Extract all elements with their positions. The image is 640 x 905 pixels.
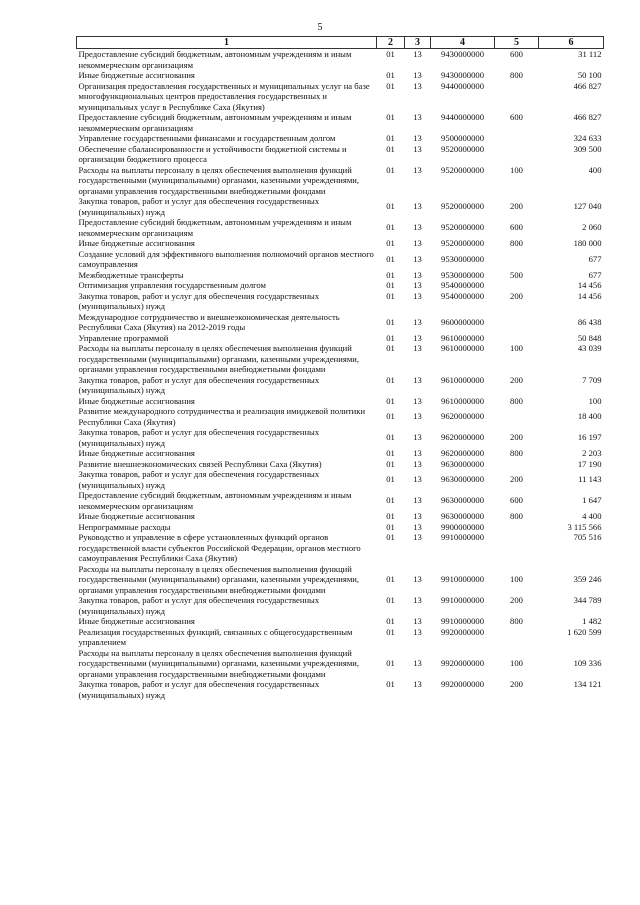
row-amount-cell: 18 400 [577, 411, 602, 422]
row-amount-cell: 109 336 [573, 658, 602, 668]
table-row [77, 459, 604, 470]
column-header-4: 4 [431, 37, 495, 49]
row-name-cell: Развитие внешнеэкономических связей Республики Саха (Якутия) [78, 458, 322, 469]
row-code-2-cell: 01 [386, 222, 395, 233]
table-row [77, 144, 604, 165]
row-code-3-cell: 13 [413, 253, 422, 264]
row-code-2-cell: 01 [386, 164, 395, 175]
row-code-2-cell: 01 [386, 511, 395, 521]
row-code-4-cell: 9910000000 [441, 574, 484, 584]
row-amount-cell: 16 197 [577, 432, 602, 443]
row-code-4-cell: 9920000000 [441, 626, 484, 637]
row-amount-cell: 2 203 [582, 448, 602, 458]
table-body [77, 49, 604, 701]
row-code-5-cell: 200 [510, 374, 523, 385]
row-code-3-cell: 13 [413, 238, 422, 248]
row-amount-cell: 43 039 [577, 343, 602, 353]
row-code-3-cell: 13 [413, 595, 422, 605]
row-code-5-cell: 800 [510, 616, 523, 626]
table-row [77, 522, 604, 533]
row-code-3-cell: 13 [413, 532, 422, 542]
row-code-4-cell: 9440000000 [441, 80, 484, 91]
row-name-cell: Руководство и управление в сфере установленных функций органов государственной власти субъектов Российской Федерации, органов местного самоуправления Республики Саха (Якутия) [78, 532, 361, 563]
row-code-2-cell: 01 [386, 474, 395, 485]
row-amount-cell: 1 482 [582, 616, 602, 626]
row-code-5-cell: 100 [510, 343, 523, 353]
table-row [77, 81, 604, 113]
row-code-5-cell: 600 [510, 495, 523, 506]
row-amount-cell: 11 143 [578, 474, 602, 485]
table-row [77, 165, 604, 197]
row-code-4-cell: 9530000000 [441, 253, 484, 264]
row-code-5-cell: 200 [510, 290, 523, 301]
row-amount-cell: 17 190 [577, 458, 602, 469]
row-code-3-cell: 13 [413, 332, 422, 343]
row-code-2-cell: 01 [386, 532, 395, 542]
table-row [77, 217, 604, 238]
row-code-3-cell: 13 [413, 290, 422, 301]
row-amount-cell: 466 827 [573, 80, 602, 91]
table-row [77, 564, 604, 596]
row-name-cell: Иные бюджетные ассигнования [78, 448, 195, 458]
row-code-2-cell: 01 [386, 316, 395, 327]
row-amount-cell: 466 827 [573, 112, 602, 122]
row-code-4-cell: 9620000000 [441, 432, 484, 443]
row-code-2-cell: 01 [386, 374, 395, 385]
row-name-cell: Иные бюджетные ассигнования [78, 238, 195, 248]
row-code-3-cell: 13 [413, 112, 422, 122]
row-code-5-cell: 100 [510, 164, 523, 175]
table-row [77, 375, 604, 396]
row-code-4-cell: 9910000000 [441, 616, 484, 626]
row-name-cell: Реализация государственных функций, связанных с общегосударственным управлением [78, 626, 353, 647]
table-row [77, 427, 604, 448]
row-code-3-cell: 13 [413, 222, 422, 233]
row-name-cell: Предоставление субсидий бюджетным, автономным учреждениям и иным некоммерческим организациям [78, 490, 352, 511]
row-code-3-cell: 13 [413, 49, 422, 59]
row-amount-cell: 1 620 599 [567, 626, 602, 637]
row-code-4-cell: 9630000000 [441, 495, 484, 506]
row-amount-cell: 100 [588, 395, 602, 406]
row-code-4-cell: 9630000000 [441, 458, 484, 469]
row-code-2-cell: 01 [386, 679, 395, 689]
row-code-2-cell: 01 [386, 411, 395, 422]
row-amount-cell: 134 121 [573, 679, 602, 689]
row-code-5-cell [495, 312, 539, 333]
row-code-4-cell: 9920000000 [441, 679, 484, 689]
table-row [77, 511, 604, 522]
row-amount-cell: 400 [588, 164, 602, 175]
row-code-5-cell: 800 [510, 238, 523, 248]
row-amount-cell: 705 516 [573, 532, 602, 542]
row-amount-cell: 127 040 [573, 201, 602, 212]
row-name-cell: Создание условий для эффективного выполнения полномочий органов местного самоуправления [78, 248, 374, 269]
row-code-3-cell: 13 [413, 495, 422, 506]
table-row [77, 312, 604, 333]
row-code-3-cell: 13 [413, 143, 422, 154]
row-code-4-cell: 9520000000 [441, 201, 484, 212]
row-code-5-cell [495, 532, 539, 564]
table-row [77, 595, 604, 616]
row-code-4-cell: 9520000000 [441, 143, 484, 154]
table-row [77, 133, 604, 144]
row-name-cell: Межбюджетные трансферты [78, 269, 184, 280]
row-code-5-cell [495, 133, 539, 144]
row-code-4-cell: 9620000000 [441, 411, 484, 422]
table-row [77, 396, 604, 407]
row-code-4-cell: 9630000000 [441, 474, 484, 485]
row-code-2-cell: 01 [386, 280, 395, 290]
row-code-2-cell: 01 [386, 658, 395, 668]
row-code-4-cell: 9910000000 [441, 532, 484, 542]
row-code-3-cell: 13 [413, 280, 422, 290]
row-name-cell: Закупка товаров, работ и услуг для обеспечения государственных (муниципальных) нужд [78, 469, 320, 490]
row-code-4-cell: 9440000000 [441, 112, 484, 122]
row-code-3-cell: 13 [413, 201, 422, 212]
table-row [77, 333, 604, 344]
row-code-2-cell: 01 [386, 332, 395, 343]
row-name-cell: Иные бюджетные ассигнования [78, 616, 195, 626]
row-amount-cell: 344 789 [573, 595, 602, 605]
row-code-4-cell: 9430000000 [441, 70, 484, 80]
row-amount-cell: 4 400 [582, 511, 602, 521]
row-name-cell: Закупка товаров, работ и услуг для обеспечения государственных (муниципальных) нужд [78, 374, 320, 395]
row-code-4-cell: 9610000000 [441, 395, 484, 406]
row-code-5-cell: 800 [510, 395, 523, 406]
row-code-5-cell [495, 406, 539, 427]
column-header-3: 3 [405, 37, 431, 49]
row-code-3-cell: 13 [413, 574, 422, 584]
row-code-3-cell: 13 [413, 616, 422, 626]
row-code-3-cell: 13 [413, 521, 422, 532]
row-code-2-cell: 01 [386, 238, 395, 248]
table-row [77, 490, 604, 511]
row-amount-cell: 2 060 [582, 222, 602, 233]
row-code-2-cell: 01 [386, 290, 395, 301]
row-code-4-cell: 9500000000 [441, 133, 484, 143]
row-code-3-cell: 13 [413, 626, 422, 637]
row-code-2-cell: 01 [386, 49, 395, 59]
row-code-3-cell: 13 [413, 316, 422, 327]
table-row [77, 112, 604, 133]
row-code-4-cell: 9540000000 [441, 280, 484, 290]
row-code-5-cell: 600 [510, 49, 523, 59]
row-name-cell: Иные бюджетные ассигнования [78, 511, 195, 521]
table-row [77, 291, 604, 312]
row-code-3-cell: 13 [413, 80, 422, 91]
row-amount-cell: 324 633 [573, 133, 602, 143]
table-row [77, 270, 604, 281]
table-row [77, 469, 604, 490]
row-code-2-cell: 01 [386, 143, 395, 154]
row-name-cell: Развитие международного сотрудничества и реализация имиджевой политики Республики Саха (Якутия) [78, 406, 366, 427]
table-row [77, 280, 604, 291]
row-code-2-cell: 01 [386, 432, 395, 443]
row-amount-cell: 3 115 566 [567, 521, 602, 532]
row-name-cell: Оптимизация управления государственным долгом [78, 280, 266, 290]
row-code-4-cell: 9910000000 [441, 595, 484, 605]
table-row [77, 627, 604, 648]
row-code-5-cell: 100 [510, 574, 523, 584]
row-amount-cell: 359 246 [573, 574, 602, 584]
row-code-5-cell [495, 280, 539, 291]
row-code-2-cell: 01 [386, 595, 395, 605]
row-code-4-cell: 9630000000 [441, 511, 484, 521]
row-code-4-cell: 9520000000 [441, 222, 484, 233]
row-code-4-cell: 9900000000 [441, 521, 484, 532]
page-number: 5 [317, 22, 323, 33]
row-code-5-cell: 600 [510, 222, 523, 233]
row-amount-cell: 677 [588, 253, 602, 264]
row-code-4-cell: 9610000000 [441, 374, 484, 385]
table-row [77, 448, 604, 459]
row-name-cell: Управление государственными финансами и государственным долгом [78, 133, 336, 143]
row-code-2-cell: 01 [386, 80, 395, 91]
table-row [77, 49, 604, 71]
row-amount-cell: 1 647 [582, 495, 602, 506]
row-code-2-cell: 01 [386, 495, 395, 506]
row-code-3-cell: 13 [413, 411, 422, 422]
row-amount-cell: 86 438 [577, 316, 602, 327]
row-code-3-cell: 13 [413, 511, 422, 521]
budget-table [76, 36, 604, 700]
row-code-2-cell: 01 [386, 269, 395, 280]
row-name-cell: Иные бюджетные ассигнования [78, 70, 195, 80]
row-name-cell: Иные бюджетные ассигнования [78, 395, 195, 406]
row-code-2-cell: 01 [386, 626, 395, 637]
row-amount-cell: 50 848 [577, 332, 602, 343]
row-name-cell: Закупка товаров, работ и услуг для обеспечения государственных (муниципальных) нужд [78, 196, 320, 217]
table-row [77, 343, 604, 375]
row-code-5-cell: 800 [510, 448, 523, 458]
table-row [77, 616, 604, 627]
row-name-cell: Расходы на выплаты персоналу в целях обеспечения выполнения функций государственными (муниципальными) органами, казенными учреждениями, органами управления государственными внебюджетными фондами [78, 647, 360, 679]
row-code-2-cell: 01 [386, 448, 395, 458]
row-code-3-cell: 13 [413, 70, 422, 80]
row-code-3-cell: 13 [413, 432, 422, 443]
row-code-3-cell: 13 [413, 374, 422, 385]
row-code-5-cell: 800 [510, 70, 523, 80]
row-code-2-cell: 01 [386, 112, 395, 122]
row-code-5-cell [495, 249, 539, 270]
row-code-5-cell [495, 627, 539, 648]
row-code-5-cell: 100 [510, 658, 523, 668]
row-name-cell: Закупка товаров, работ и услуг для обеспечения государственных (муниципальных) нужд [78, 679, 320, 700]
row-code-2-cell: 01 [386, 70, 395, 80]
row-name-cell: Непрограммные расходы [78, 521, 171, 532]
row-name-cell: Предоставление субсидий бюджетным, автономным учреждениям и иным некоммерческим организациям [78, 112, 352, 133]
row-name-cell: Закупка товаров, работ и услуг для обеспечения государственных (муниципальных) нужд [78, 290, 320, 311]
table-row [77, 679, 604, 700]
row-code-4-cell: 9620000000 [441, 448, 484, 458]
row-amount-cell: 309 500 [573, 143, 602, 154]
row-code-5-cell [495, 333, 539, 344]
row-amount-cell: 31 112 [578, 49, 602, 59]
row-code-5-cell [495, 144, 539, 165]
row-code-3-cell: 13 [413, 658, 422, 668]
row-code-5-cell [495, 522, 539, 533]
row-code-3-cell: 13 [413, 343, 422, 353]
row-name-cell: Предоставление субсидий бюджетным, автономным учреждениям и иным некоммерческим организациям [78, 49, 352, 70]
row-code-2-cell: 01 [386, 253, 395, 264]
row-amount-cell: 180 000 [573, 238, 602, 248]
row-code-3-cell: 13 [413, 395, 422, 406]
row-name-cell: Управление программой [78, 332, 169, 343]
row-code-4-cell: 9600000000 [441, 316, 484, 327]
row-code-2-cell: 01 [386, 616, 395, 626]
row-name-cell: Расходы на выплаты персоналу в целях обеспечения выполнения функций государственными (муниципальными) органами, казенными учреждениями, органами управления государственными внебюджетными фондами [78, 164, 360, 196]
row-name-cell: Закупка товаров, работ и услуг для обеспечения государственных (муниципальных) нужд [78, 427, 320, 448]
table-row [77, 532, 604, 564]
row-code-4-cell: 9520000000 [441, 164, 484, 175]
row-name-cell: Организация предоставления государственных и муниципальных услуг на базе многофункциональных центров предоставления государственных и муниципальных услуг в Республике Саха (Якутия) [78, 80, 370, 112]
table-header-row [77, 37, 604, 49]
row-code-5-cell: 200 [510, 595, 523, 605]
column-header-2: 2 [377, 37, 405, 49]
row-code-3-cell: 13 [413, 448, 422, 458]
row-code-2-cell: 01 [386, 343, 395, 353]
table-row [77, 648, 604, 680]
row-code-4-cell: 9430000000 [441, 49, 484, 59]
row-code-2-cell: 01 [386, 521, 395, 532]
table-row [77, 196, 604, 217]
row-code-5-cell: 800 [510, 511, 523, 521]
row-name-cell: Расходы на выплаты персоналу в целях обеспечения выполнения функций государственными (муниципальными) органами, казенными учреждениями, органами управления государственными внебюджетными фондами [78, 563, 360, 595]
row-name-cell: Международное сотрудничество и внешнеэкономическая деятельность Республики Саха (Якутия) на 2012-2019 годы [78, 311, 340, 332]
column-header-6: 6 [539, 37, 604, 49]
table-row [77, 249, 604, 270]
row-code-5-cell [495, 81, 539, 113]
row-code-2-cell: 01 [386, 574, 395, 584]
row-code-3-cell: 13 [413, 458, 422, 469]
column-header-5: 5 [495, 37, 539, 49]
row-amount-cell: 7 709 [582, 374, 602, 385]
row-code-5-cell: 200 [510, 474, 523, 485]
row-name-cell: Закупка товаров, работ и услуг для обеспечения государственных (муниципальных) нужд [78, 595, 320, 616]
row-amount-cell: 50 100 [577, 70, 602, 80]
row-code-5-cell [495, 459, 539, 470]
row-code-3-cell: 13 [413, 679, 422, 689]
row-amount-cell: 14 456 [577, 280, 602, 290]
row-code-5-cell: 200 [510, 679, 523, 689]
row-code-2-cell: 01 [386, 133, 395, 143]
row-code-4-cell: 9530000000 [441, 269, 484, 280]
row-name-cell: Обеспечение сбалансированности и устойчивости бюджетной системы и организации бюджетного процесса [78, 143, 347, 164]
table-row [77, 70, 604, 81]
row-code-3-cell: 13 [413, 133, 422, 143]
table-row [77, 406, 604, 427]
row-code-3-cell: 13 [413, 164, 422, 175]
row-code-4-cell: 9610000000 [441, 343, 484, 353]
row-code-4-cell: 9540000000 [441, 290, 484, 301]
row-name-cell: Расходы на выплаты персоналу в целях обеспечения выполнения функций государственными (муниципальными) органами, казенными учреждениями, органами управления государственными внебюджетными фондами [78, 343, 360, 374]
row-code-5-cell: 200 [510, 432, 523, 443]
table-row [77, 238, 604, 249]
row-code-2-cell: 01 [386, 458, 395, 469]
row-code-4-cell: 9520000000 [441, 238, 484, 248]
row-code-4-cell: 9610000000 [441, 332, 484, 343]
row-code-4-cell: 9920000000 [441, 658, 484, 668]
row-code-2-cell: 01 [386, 201, 395, 212]
row-code-5-cell: 600 [510, 112, 523, 122]
row-code-3-cell: 13 [413, 474, 422, 485]
row-code-2-cell: 01 [386, 395, 395, 406]
row-code-5-cell: 200 [510, 201, 523, 212]
row-amount-cell: 677 [588, 269, 602, 280]
row-amount-cell: 14 456 [577, 290, 602, 301]
column-header-1: 1 [77, 37, 377, 49]
row-code-3-cell: 13 [413, 269, 422, 280]
row-code-5-cell: 500 [510, 269, 523, 280]
row-name-cell: Предоставление субсидий бюджетным, автономным учреждениям и иным некоммерческим организациям [78, 217, 352, 238]
